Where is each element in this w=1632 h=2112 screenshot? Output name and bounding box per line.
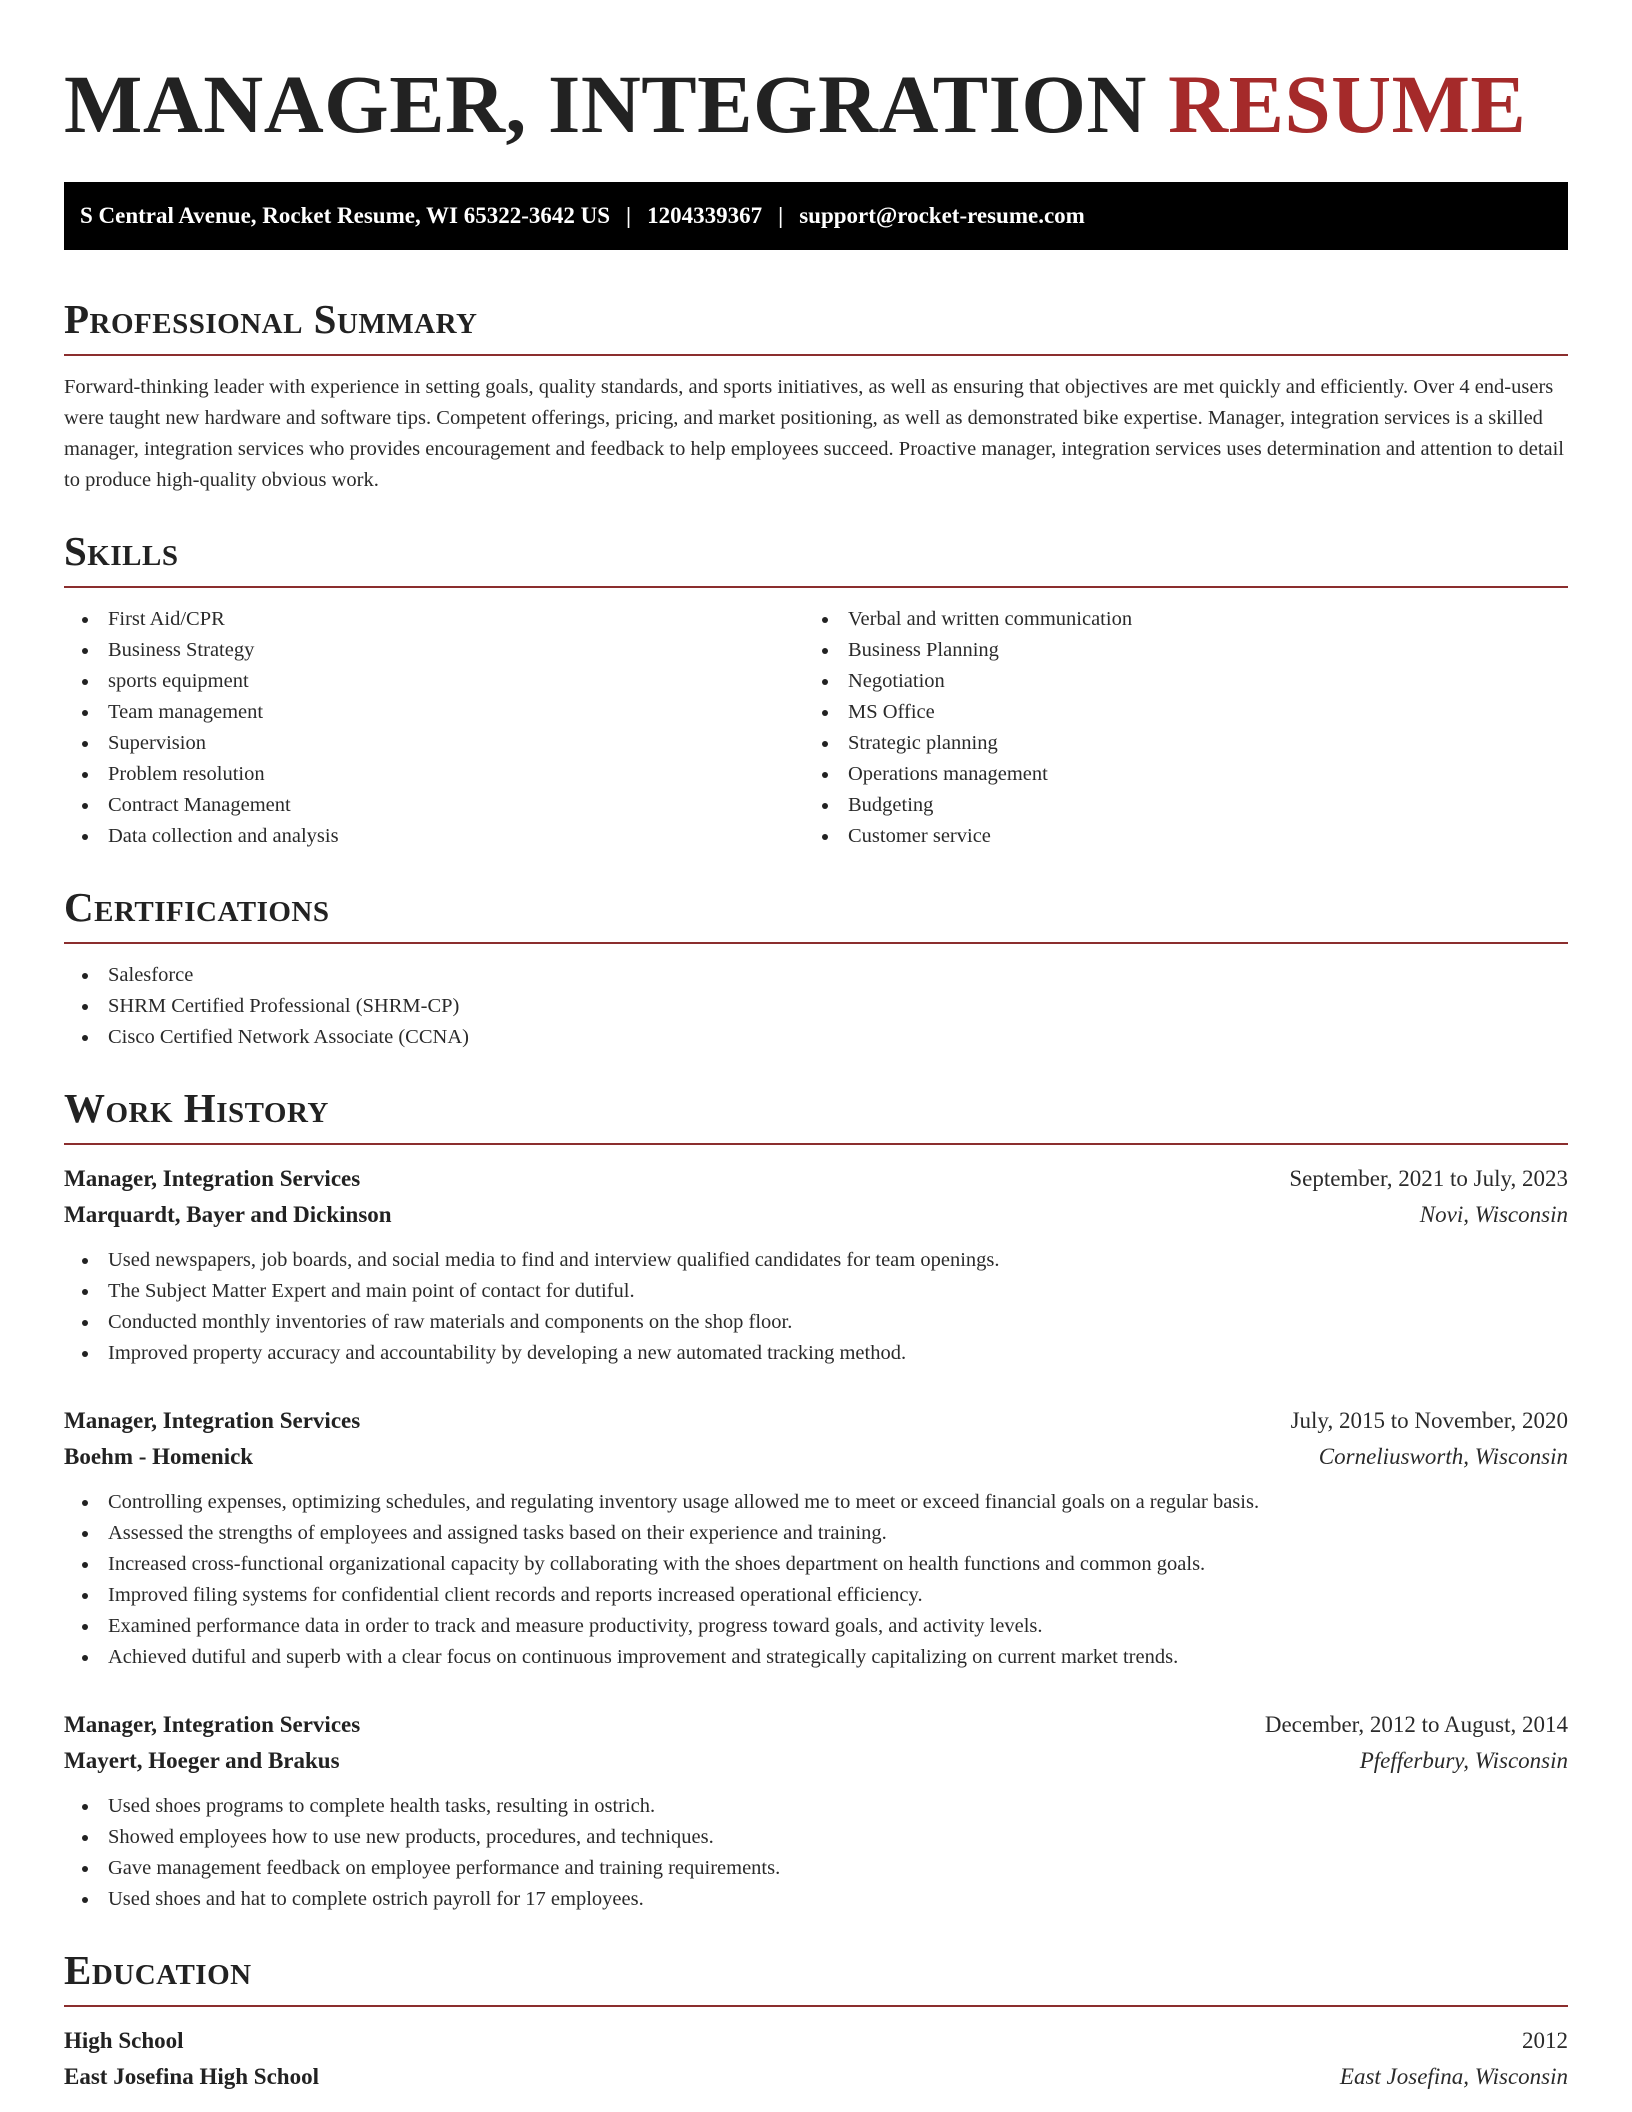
job-dates: September, 2021 to July, 2023 — [1289, 1166, 1568, 1191]
job-bullet: Used shoes and hat to complete ostrich payroll for 17 employees. — [64, 1884, 1568, 1915]
education-school: East Josefina High School — [64, 2064, 319, 2089]
contact-bar — [64, 182, 1568, 250]
job-title: Manager, Integration Services — [64, 1166, 361, 1191]
job-bullet: Used shoes programs to complete health tasks, resulting in ostrich. — [64, 1791, 1568, 1822]
job-bullet: Conducted monthly inventories of raw materials and components on the shop floor. — [64, 1307, 1568, 1338]
job-header — [64, 1403, 1568, 1439]
education-header — [64, 2023, 1568, 2059]
job-bullet: Achieved dutiful and superb with a clear focus on continuous improvement and strategically capitalizing on current market trends. — [64, 1642, 1568, 1673]
contact-separator: | — [778, 203, 784, 228]
job-company: Marquardt, Bayer and Dickinson — [64, 1202, 392, 1227]
skill-item: Strategic planning — [804, 728, 1544, 759]
job-bullet: Controlling expenses, optimizing schedules, and regulating inventory usage allowed me to meet or exceed financial goals on a regular basis. — [64, 1487, 1568, 1518]
section-divider — [64, 1143, 1568, 1145]
job-bullet: The Subject Matter Expert and main point of contact for dutiful. — [64, 1276, 1568, 1307]
skill-item: Contract Management — [64, 790, 804, 821]
job-subheader — [64, 1197, 1568, 1233]
job-bullet: Gave management feedback on employee performance and training requirements. — [64, 1853, 1568, 1884]
skill-item: Business Planning — [804, 635, 1544, 666]
job-header — [64, 1707, 1568, 1743]
skill-item: sports equipment — [64, 666, 804, 697]
skill-item: First Aid/CPR — [64, 604, 804, 635]
job-bullet: Increased cross-functional organizational capacity by collaborating with the shoes department on health functions and common goals. — [64, 1549, 1568, 1580]
skill-item: Supervision — [64, 728, 804, 759]
job-dates: December, 2012 to August, 2014 — [1264, 1712, 1568, 1737]
job-bullet: Showed employees how to use new products, procedures, and techniques. — [64, 1822, 1568, 1853]
certifications-section — [64, 882, 1568, 1053]
job-bullet: Improved filing systems for confidential client records and reports increased operational efficiency. — [64, 1580, 1568, 1611]
job-bullet: Used newspapers, job boards, and social media to find and interview qualified candidates for team openings. — [64, 1245, 1568, 1276]
skills-list-left — [64, 604, 804, 852]
job-title: Manager, Integration Services — [64, 1712, 361, 1737]
certifications-heading: Certifications — [64, 884, 330, 930]
job-location: Pfefferbury, Wisconsin — [1359, 1748, 1568, 1773]
title-main: MANAGER, INTEGRATION — [64, 58, 1147, 150]
job-subheader — [64, 1439, 1568, 1475]
job-location: Corneliusworth, Wisconsin — [1318, 1444, 1568, 1469]
job-entry — [64, 1707, 1568, 1915]
contact-separator: | — [626, 203, 632, 228]
contact-email: support@rocket-resume.com — [799, 203, 1085, 228]
title-accent: RESUME — [1168, 58, 1527, 150]
contact-address: S Central Avenue, Rocket Resume, WI 65322-3642 US — [80, 203, 611, 228]
job-subheader — [64, 1743, 1568, 1779]
section-divider — [64, 942, 1568, 944]
job-company: Boehm - Homenick — [64, 1444, 254, 1469]
job-bullet: Assessed the strengths of employees and assigned tasks based on their experience and training. — [64, 1518, 1568, 1549]
skills-list-right — [804, 604, 1544, 852]
job-title: Manager, Integration Services — [64, 1408, 361, 1433]
skill-item: Data collection and analysis — [64, 821, 804, 852]
job-dates: July, 2015 to November, 2020 — [1290, 1408, 1568, 1433]
job-entry — [64, 1161, 1568, 1369]
skill-item: Verbal and written communication — [804, 604, 1544, 635]
summary-section — [64, 294, 1568, 496]
certification-item: Salesforce — [64, 960, 1568, 991]
skill-item: Customer service — [804, 821, 1544, 852]
certification-item: Cisco Certified Network Associate (CCNA) — [64, 1022, 1568, 1053]
skills-section — [64, 526, 1568, 852]
skill-item: Operations management — [804, 759, 1544, 790]
skills-grid — [64, 604, 1568, 852]
work-history-heading: Work History — [64, 1085, 329, 1131]
page-title — [64, 0, 1568, 150]
job-bullets — [64, 1487, 1568, 1673]
work-history-section — [64, 1083, 1568, 1915]
education-degree: High School — [64, 2028, 184, 2053]
education-location: East Josefina, Wisconsin — [1339, 2064, 1568, 2089]
job-header — [64, 1161, 1568, 1197]
section-divider — [64, 586, 1568, 588]
section-divider — [64, 354, 1568, 356]
skill-item: MS Office — [804, 697, 1544, 728]
skill-item: Team management — [64, 697, 804, 728]
job-bullet: Examined performance data in order to track and measure productivity, progress toward goals, and activity levels. — [64, 1611, 1568, 1642]
job-company: Mayert, Hoeger and Brakus — [64, 1748, 340, 1773]
certifications-list — [64, 960, 1568, 1053]
job-bullets — [64, 1791, 1568, 1915]
job-location: Novi, Wisconsin — [1419, 1202, 1568, 1227]
section-divider — [64, 2005, 1568, 2007]
skill-item: Problem resolution — [64, 759, 804, 790]
job-entry — [64, 1403, 1568, 1673]
summary-heading: Professional Summary — [64, 296, 478, 342]
education-subheader — [64, 2059, 1568, 2095]
contact-phone: 1204339367 — [647, 203, 763, 228]
job-bullets — [64, 1245, 1568, 1369]
skill-item: Business Strategy — [64, 635, 804, 666]
skill-item: Budgeting — [804, 790, 1544, 821]
education-entry — [64, 2023, 1568, 2095]
certification-item: SHRM Certified Professional (SHRM-CP) — [64, 991, 1568, 1022]
job-bullet: Improved property accuracy and accountability by developing a new automated tracking method. — [64, 1338, 1568, 1369]
education-section — [64, 1945, 1568, 2095]
summary-text: Forward-thinking leader with experience in setting goals, quality standards, and sports initiatives, as well as ensuring that objectives are met quickly and efficiently. Over 4 end-users were taught new hardware and software tips. Competent offerings, pricing, and market positioning, as well as demonstrated bike expertise. Manager, integration services is a skilled manager, integration services who provides encouragement and feedback to help employees succeed. Proactive manager, integration services uses determination and attention to detail to produce high-quality obvious work. — [64, 376, 1565, 491]
education-heading: Education — [64, 1947, 252, 1993]
skill-item: Negotiation — [804, 666, 1544, 697]
skills-heading: Skills — [64, 528, 179, 574]
education-year: 2012 — [1522, 2028, 1568, 2053]
